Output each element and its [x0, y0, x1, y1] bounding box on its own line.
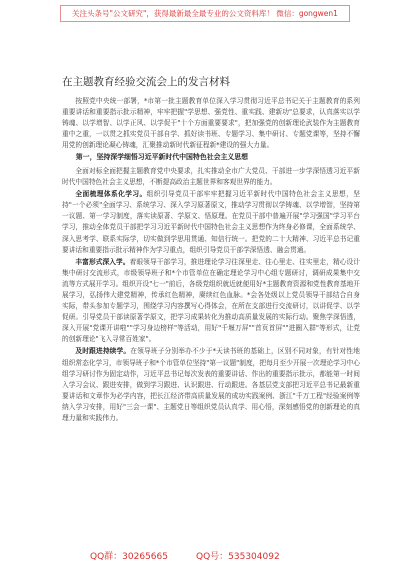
- intro-paragraph: [62, 96, 360, 151]
- paragraph-text: 全面对标全面把握主题教育党中央要求，扎实推动全市广大党员、干部进一步学深悟透习近平新时代中国特色社会主义思想，不断提高政治主题世界和客观世界的能力。: [62, 166, 360, 187]
- qq-group-text: QQ群：30265665: [90, 552, 168, 562]
- paragraph-lead: 全面梳理体系化学习。: [75, 190, 147, 199]
- paragraph-lead: 及时跟进持续学。: [75, 347, 131, 356]
- section-heading: 第一，坚持深学细悟习近平新时代中国特色社会主义思想: [75, 153, 249, 162]
- body-paragraph: [62, 257, 360, 346]
- paragraph-text: 着眼领导干部学习，推进理论学习往深里走、往心里走、往实里走，精心设计集中研讨交流形式，市级领导班子和*个市管单位在确定理论学习中心组专题研讨，调研成果集中交流等方式展开学习。组织开设"七一"前后，各级党组织就近就便用好*主题教育资源和党性教育基地开展学习，弘扬伟大建党精神，传承红色精神，赓续红色血脉。*会各处级以上党员领导干部结合自身实际，带头参加专题学习，围绕学习内容撰写心得体会，在所在支部进行交流研讨，以讲促学、以学促研。引导党员干部读原著学原文，把学习成果转化为推动高质量发展的实际行动。聚焦学深悟透，深入开展"党课开讲啦""学习身边榜样"等活动，用好"千堰万屏""首页首屏""进圈入群"等形式，让党的创新理论"飞入寻常百姓家"。: [62, 257, 360, 344]
- footer-contact: [90, 549, 330, 562]
- paragraph-lead: 丰富形式深入学。: [75, 257, 130, 266]
- document-title: 在主题教育经验交流会上的发言材料: [62, 76, 230, 88]
- paragraph-text: 在领导班子分别举办不少于*天读书班的基础上，区别不同对象，有针对性地组织常态化学习，市领导班子和*个市管单位坚持"第一议题"制度，把每月至少开展一次理论学习中心组学习研讨作为固定动作，习近平总书记每次发表的重要讲话、作出的重要指示批示，都能第一时间入学习会议、跟进安排，做到学习跟进、认识跟进、行动跟进。各基层党支部把习近平总书记最新重要讲话和文章作为必学内容，把长江经济带高质量发展的成功实践案例、浙江"千万工程"经验案例等纳入学习安排，用好"三会一课"、主题党日等组织党员认真学、用心悟，深刻感悟党的创新理论的真理力量和实践伟力。: [62, 347, 360, 423]
- top-banner: 关注头条号"公文研究"，获得最新最全最专业的公文资料库！ 微信：gongwen1: [60, 5, 350, 22]
- body-paragraph: [62, 166, 360, 188]
- document-body: [62, 96, 360, 425]
- body-paragraph: [62, 189, 360, 256]
- qq-number-text: QQ号：535304092: [195, 552, 280, 562]
- paragraph-text: 按照党中央统一部署，*市第一批主题教育单位深入学习贯彻习近平总书记关于主题教育的系列重要讲话和重要指示批示精神，牢牢把握"学思想、强党性、重实践、建新功"总要求，认真落实以学铸魂、以学增智、以学正风、以学促干"十个方面重要要求"，把加强党的创新理论武装作为主题教育重中之重，一以贯之抓实党员干部自学、抓好读书班、专题学习、集中研讨、专题党课等，坚持不懈用党的创新理论凝心铸魂，汇聚推动新时代新征程新*建设的强大力量。: [62, 97, 360, 150]
- body-paragraph: [62, 346, 360, 424]
- paragraph-text: 组织引导党员干部牢牢把握习近平新时代中国特色社会主义思想，坚持"一个必须"全面学习、系统学习、深入学习原著原文，推动学习贯彻以学铸魂、以学增智，坚持第一议题、第一学习制度，落实读原著、学原文、悟原理。在党员干部中普遍开展"学习强国"学习平台学习，推动全体党员干部把学习习近平新时代中国特色社会主义思想作为终身必修课，全面系统学、深入思考学、联系实际学，切实做到学思用贯通、知信行统一。把党的二十大精神、习近平总书记重要讲话和重要指示批示精神作为学习重点，组织引导党员干部学深悟透、融会贯通。: [62, 190, 360, 254]
